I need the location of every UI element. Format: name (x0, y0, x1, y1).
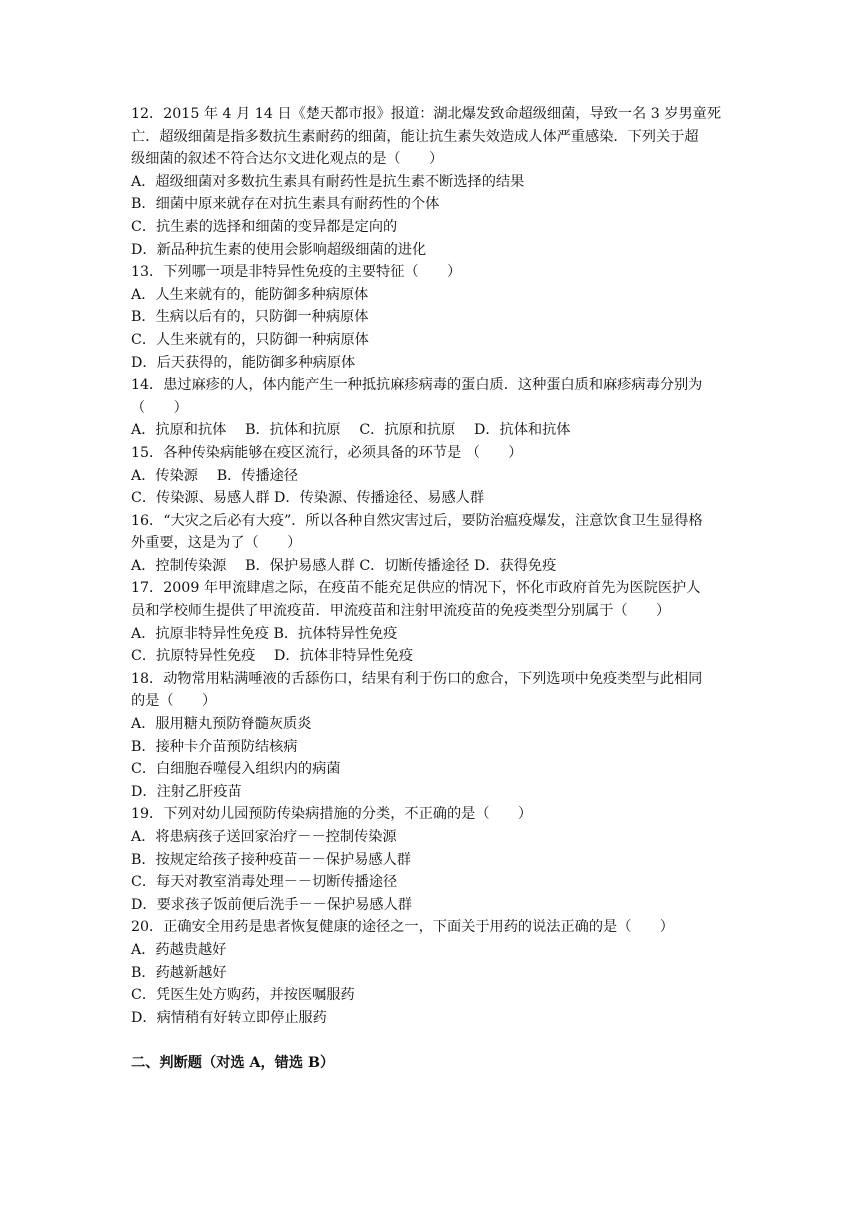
question-text (131, 103, 743, 1029)
text-line: 17．2009 年甲流肆虐之际，在疫苗不能充足供应的情况下，怀化市政府首先为医院医护人 (131, 580, 701, 597)
text-line: 外重要，这是为了（ ） (131, 535, 302, 552)
text-line: B．生病以后有的，只防御一种病原体 (131, 309, 369, 326)
text-line: 19．下列对幼儿园预防传染病措施的分类，不正确的是（ ） (131, 806, 533, 823)
text-line: C．人生来就有的，只防御一种病原体 (131, 331, 369, 348)
text-line: A．服用糖丸预防脊髓灰质炎 (131, 716, 312, 733)
text-line: A．抗原和抗体 B．抗体和抗原 C．抗原和抗原 D．抗体和抗体 (131, 422, 571, 439)
text-line: A．超级细菌对多数抗生素具有耐药性是抗生素不断选择的结果 (131, 173, 525, 190)
text-line: A．抗原非特异性免疫 B．抗体特异性免疫 (131, 625, 398, 642)
text-line: C．传染源、易感人群 D．传染源、传播途径、易感人群 (131, 490, 485, 507)
text-line: 18．动物常用粘满唾液的舌舔伤口，结果有利于伤口的愈合，下列选项中免疫类型与此相同 (131, 670, 703, 687)
text-line: B．药越新越好 (131, 964, 227, 981)
text-line: C．凭医生处方购药，并按医嘱服药 (131, 987, 355, 1004)
text-line: 14．患过麻疹的人，体内能产生一种抵抗麻疹病毒的蛋白质．这种蛋白质和麻疹病毒分别为 (131, 377, 703, 394)
text-line: 级细菌的叙述不符合达尔文进化观点的是（ ） (131, 151, 444, 168)
text-line: B．按规定给孩子接种疫苗－－保护易感人群 (131, 851, 411, 868)
text-line: 员和学校师生提供了甲流疫苗．甲流疫苗和注射甲流疫苗的免疫类型分别属于（ ） (131, 603, 671, 620)
text-line: C．白细胞吞噬侵入组织内的病菌 (131, 761, 341, 778)
text-line: A．人生来就有的，能防御多种病原体 (131, 286, 369, 303)
text-line: A．将患病孩子送回家治疗－－控制传染源 (131, 829, 397, 845)
text-line: C．抗原特异性免疫 D．抗体非特异性免疫 (131, 648, 414, 665)
text-line: 16．“大灾之后必有大疫”．所以各种自然灾害过后，要防治瘟疫爆发，注意饮食卫生显得格 (131, 512, 703, 529)
text-line: D．要求孩子饭前便后洗手－－保护易感人群 (131, 896, 412, 913)
text-line: 12．2015 年 4 月 14 日《楚天都市报》报道：湖北爆发致命超级细菌，导致一名 3 岁男童死 (131, 106, 722, 122)
text-line: B．细菌中原来就存在对抗生素具有耐药性的个体 (131, 196, 440, 213)
text-line: A．药越贵越好 (131, 941, 227, 958)
text-line: A．控制传染源 B．保护易感人群 C．切断传播途径 D．获得免疫 (131, 557, 557, 574)
text-line: C．每天对教室消毒处理－－切断传播途径 (131, 874, 398, 891)
text-line: D．注射乙肝疫苗 (131, 783, 242, 800)
text-line: 的是（ ） (131, 693, 217, 710)
text-line: D．新品种抗生素的使用会影响超级细菌的进化 (131, 241, 427, 258)
text-line: D．病情稍有好转立即停止服药 (131, 1009, 327, 1026)
text-line: 20．正确安全用药是患者恢复健康的途径之一，下面关于用药的说法正确的是（ ） (131, 919, 674, 936)
text-line: （ ） (131, 399, 188, 416)
section-heading: 二、判断题（对选 A，错选 B） (131, 1055, 335, 1071)
text-line: 15．各种传染病能够在疫区流行，必须具备的环节是 （ ） (131, 444, 523, 461)
text-line: B．接种卡介苗预防结核病 (131, 738, 298, 755)
text-line: D．后天获得的，能防御多种病原体 (131, 354, 356, 371)
text-line: 13．下列哪一项是非特异性免疫的主要特征（ ） (131, 264, 462, 281)
text-line: 亡．超级细菌是指多数抗生素耐药的细菌，能让抗生素失效造成人体严重感染．下列关于超 (131, 128, 699, 145)
text-line: C．抗生素的选择和细菌的变异都是定向的 (131, 218, 398, 235)
text-line: A．传染源 B．传播途径 (131, 467, 299, 484)
